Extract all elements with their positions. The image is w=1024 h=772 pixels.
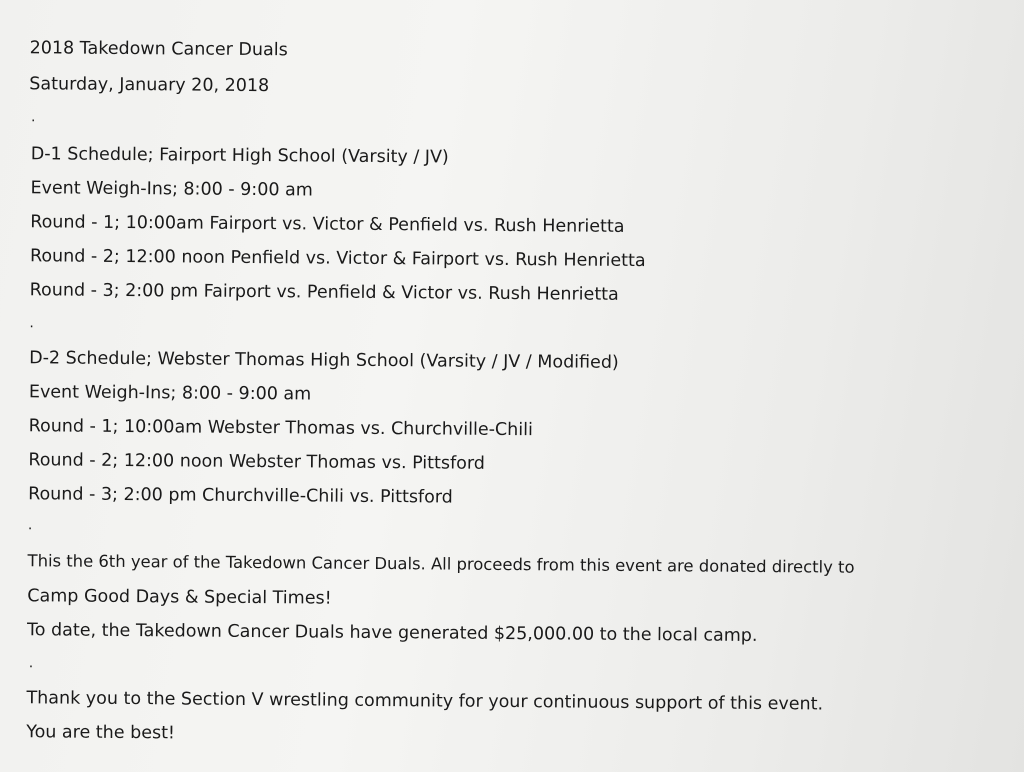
d1-round-3: Round - 3; 2:00 pm Fairport vs. Penfield & Victor vs. Rush Henrietta <box>29 280 619 305</box>
d2-round-3: Round - 3; 2:00 pm Churchville-Chili vs. Pittsford <box>28 484 453 508</box>
d2-weigh-ins: Event Weigh-Ins; 8:00 - 9:00 am <box>28 382 312 405</box>
separator-dot: . <box>28 655 34 672</box>
document-title: 2018 Takedown Cancer Duals <box>29 38 288 61</box>
d2-round-1: Round - 1; 10:00am Webster Thomas vs. Churchville-Chili <box>28 416 533 441</box>
d1-round-1: Round - 1; 10:00am Fairport vs. Victor & Penfield vs. Rush Henrietta <box>30 212 625 237</box>
d1-weigh-ins: Event Weigh-Ins; 8:00 - 9:00 am <box>30 178 313 201</box>
info-line-1: This the 6th year of the Takedown Cancer Duals. All proceeds from this event are donated directly to <box>27 551 855 577</box>
thanks-line-2: You are the best! <box>26 722 176 744</box>
separator-dot: . <box>27 517 33 534</box>
d2-schedule-heading: D-2 Schedule; Webster Thomas High School (Varsity / JV / Modified) <box>29 348 619 373</box>
separator-dot: . <box>31 109 36 126</box>
d1-round-2: Round - 2; 12:00 noon Penfield vs. Victor & Fairport vs. Rush Henrietta <box>29 246 646 272</box>
d1-schedule-heading: D-1 Schedule; Fairport High School (Varsity / JV) <box>30 144 449 168</box>
thanks-line-1: Thank you to the Section V wrestling community for your continuous support of this event. <box>26 688 824 715</box>
separator-dot: . <box>29 315 34 332</box>
d2-round-2: Round - 2; 12:00 noon Webster Thomas vs. Pittsford <box>28 450 485 474</box>
info-line-2: Camp Good Days & Special Times! <box>27 586 332 609</box>
info-line-3: To date, the Takedown Cancer Duals have generated $25,000.00 to the local camp. <box>26 620 758 646</box>
event-date: Saturday, January 20, 2018 <box>29 74 270 97</box>
